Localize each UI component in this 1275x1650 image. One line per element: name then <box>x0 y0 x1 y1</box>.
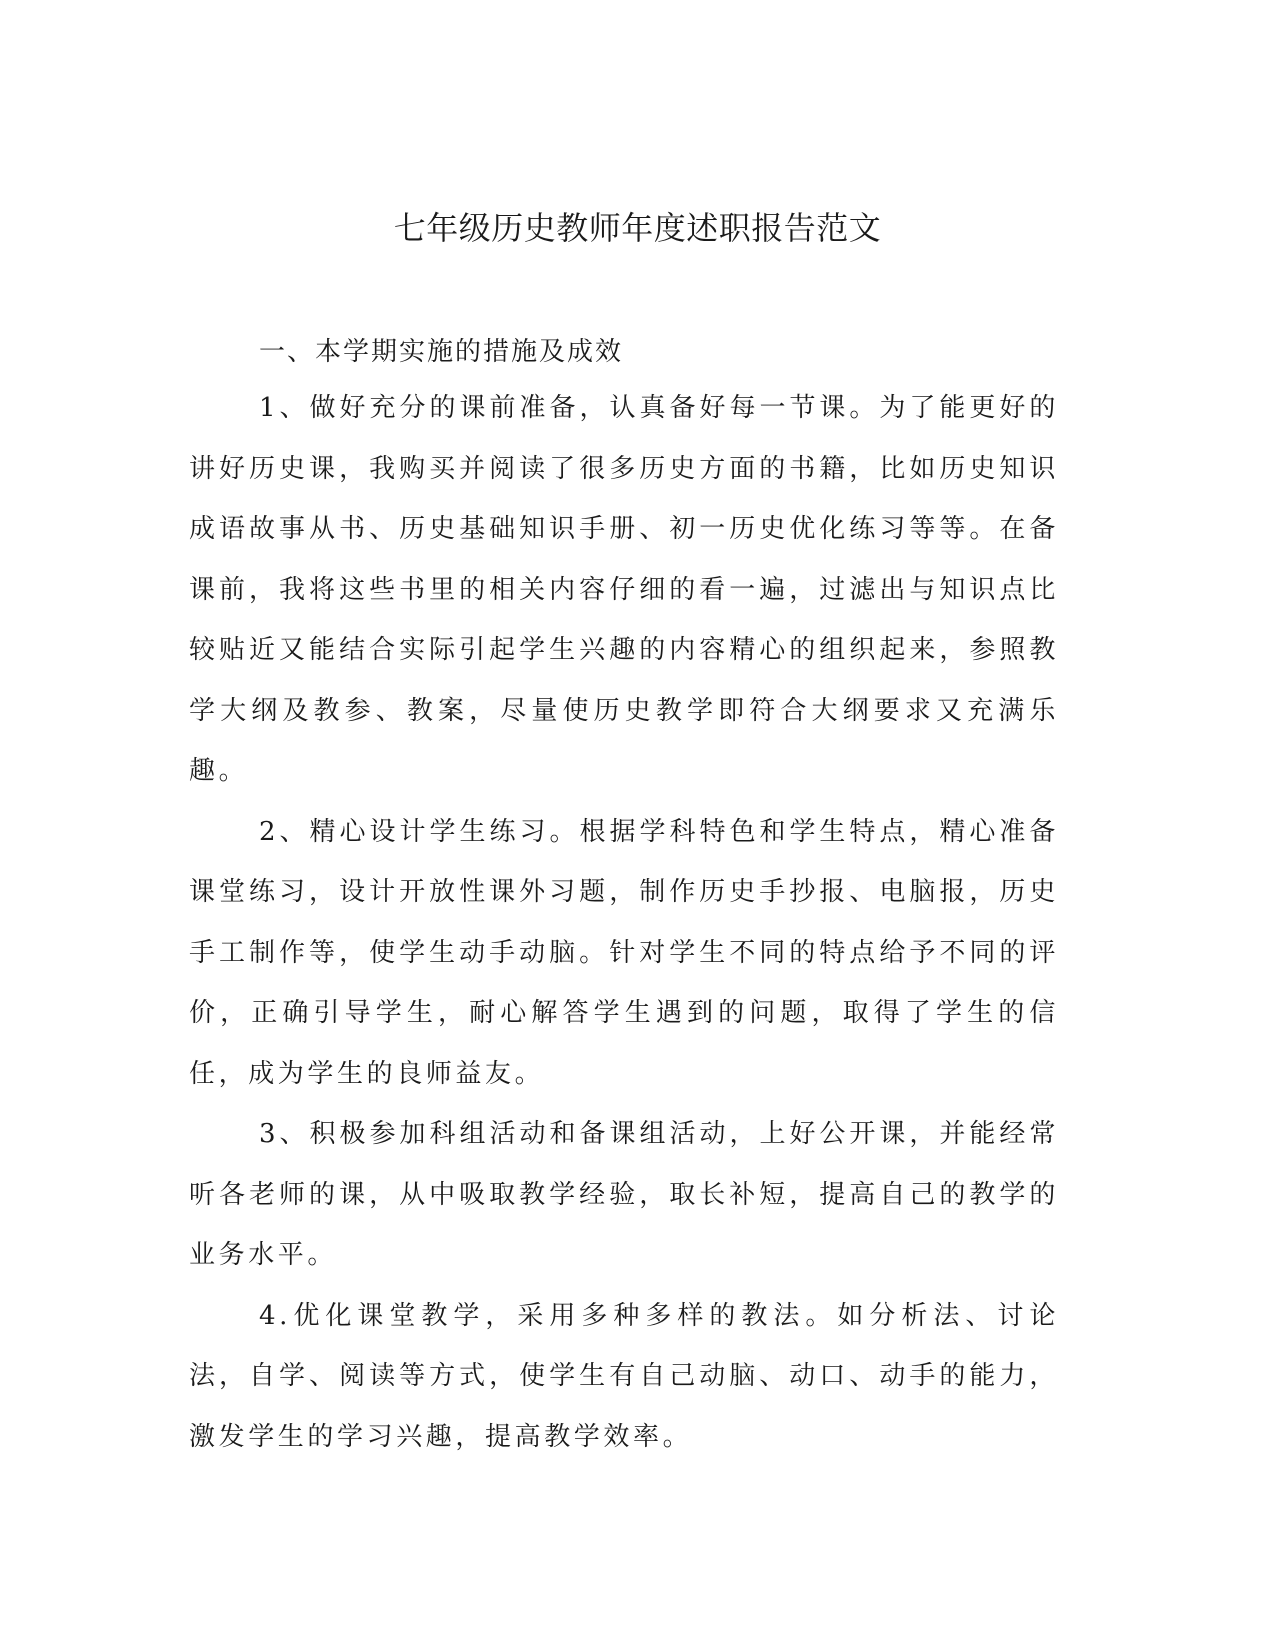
document-body <box>189 326 1059 1467</box>
paragraph-2: 2、精心设计学生练习。根据学科特色和学生特点，精心准备课堂练习，设计开放性课外习题，制作历史手抄报、电脑报，历史手工制作等，使学生动手动脑。针对学生不同的特点给予不同的评价，正确引导学生，耐心解答学生遇到的问题，取得了学生的信任，成为学生的良师益友。 <box>189 816 1059 1089</box>
paragraph-4: 4.优化课堂教学，采用多种多样的教法。如分析法、讨论法，自学、阅读等方式，使学生有自己动脑、动口、动手的能力，激发学生的学习兴趣，提高教学效率。 <box>189 1300 1059 1452</box>
paragraph-3: 3、积极参加科组活动和备课组活动，上好公开课，并能经常听各老师的课，从中吸取教学经验，取长补短，提高自己的教学的业务水平。 <box>189 1119 1059 1270</box>
paragraph-1: 1、做好充分的课前准备，认真备好每一节课。为了能更好的讲好历史课，我购买并阅读了很多历史方面的书籍，比如历史知识成语故事从书、历史基础知识手册、初一历史优化练习等等。在备课前，我将这些书里的相关内容仔细的看一遍，过滤出与知识点比较贴近又能结合实际引起学生兴趣的内容精心的组织起来，参照教学大纲及教参、教案，尽量使历史教学即符合大纲要求又充满乐趣。 <box>189 393 1059 786</box>
document-title: 七年级历史教师年度述职报告范文 <box>393 209 882 247</box>
section-heading: 一、本学期实施的措施及成效 <box>259 337 624 367</box>
